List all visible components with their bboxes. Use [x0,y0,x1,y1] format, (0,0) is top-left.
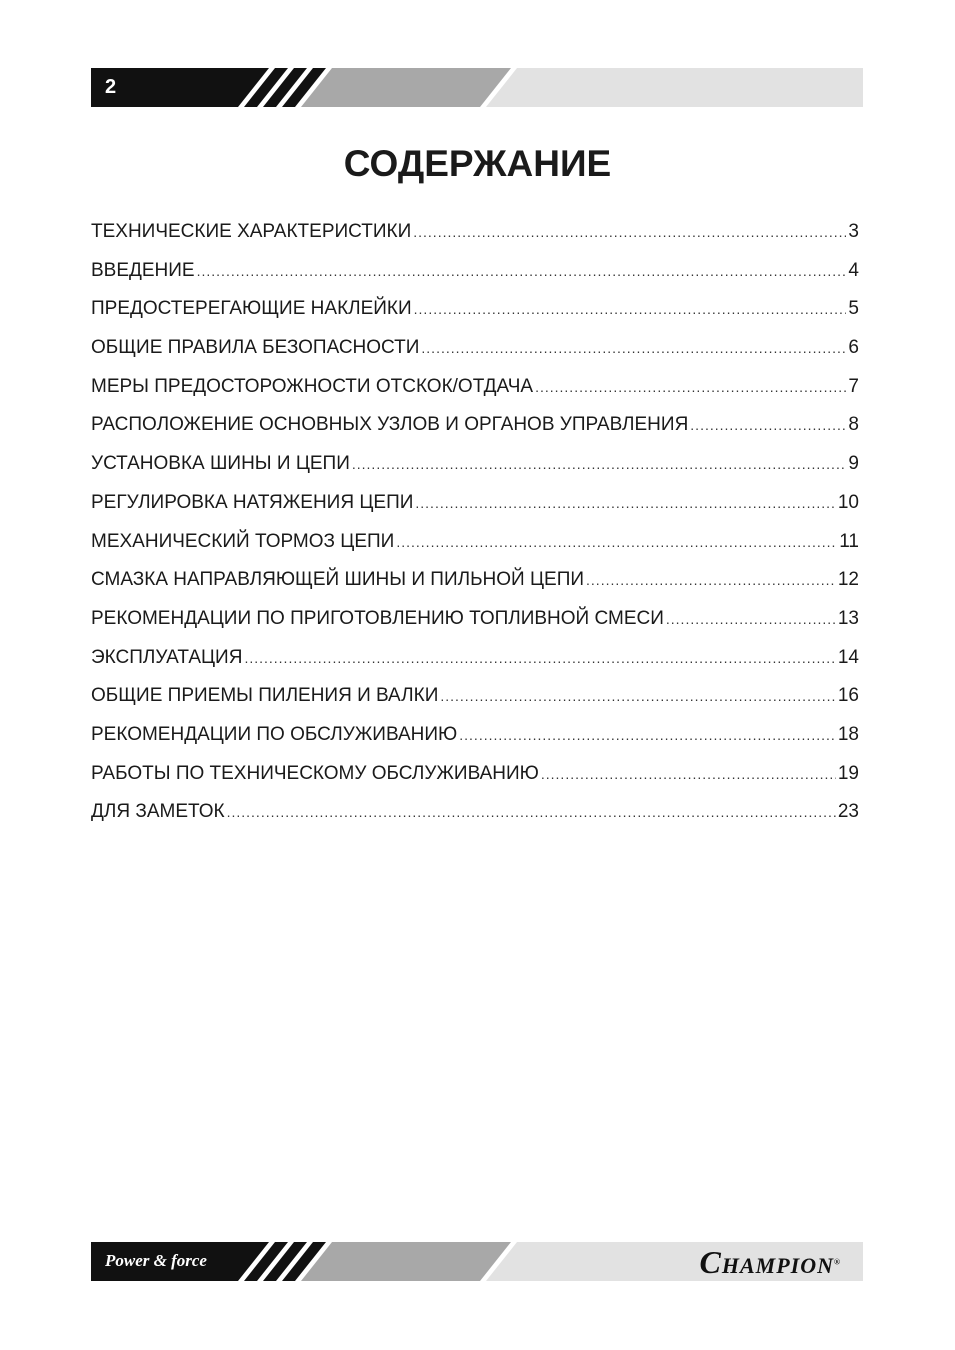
toc-entry-title: ВВЕДЕНИЕ [91,259,195,281]
toc-entry-page: 6 [848,337,859,359]
toc-entry-title: РЕКОМЕНДАЦИИ ПО ОБСЛУЖИВАНИЮ [91,723,458,745]
dot-leader [396,529,837,555]
toc-entry-page: 14 [837,646,859,668]
toc-entry-page: 13 [837,607,859,629]
toc-entry-title: СМАЗКА НАПРАВЛЯЮЩЕЙ ШИНЫ И ПИЛЬНОЙ ЦЕПИ [91,569,585,591]
toc-entry-page: 12 [837,569,859,591]
logo-rest: HAMPION [721,1253,835,1278]
dot-leader [414,296,847,322]
toc-entry-title: ДЛЯ ЗАМЕТОК [91,801,225,823]
page-title: СОДЕРЖАНИЕ [343,143,612,184]
toc-entry-page: 8 [848,414,859,436]
toc-entry [91,374,859,413]
dot-leader [413,219,846,245]
toc-entry [91,722,859,761]
toc-entry [91,645,859,684]
toc-entry-page: 7 [848,375,859,397]
toc-entry [91,490,859,529]
dot-leader [586,567,836,593]
toc-entry [91,219,859,258]
toc-entry [91,567,859,606]
toc-entry-page: 9 [848,453,859,475]
toc-entry-title: МЕХАНИЧЕСКИЙ ТОРМОЗ ЦЕПИ [91,530,395,552]
toc-entry [91,451,859,490]
trademark-icon: ® [834,1257,841,1267]
dot-leader [690,412,846,438]
toc-entry [91,683,859,722]
toc-entry-title: ОБЩИЕ ПРИЕМЫ ПИЛЕНИЯ И ВАЛКИ [91,685,439,707]
dot-leader [440,683,836,709]
toc-entry-title: УСТАНОВКА ШИНЫ И ЦЕПИ [91,453,350,475]
dot-leader [197,258,847,284]
footer-band [91,1242,863,1281]
page-number: 2 [105,76,117,98]
dot-leader [535,374,846,400]
header-band [91,68,863,107]
toc-entry [91,335,859,374]
toc-entry-title: ТЕХНИЧЕСКИЕ ХАРАКТЕРИСТИКИ [91,221,412,242]
toc-entry [91,761,859,800]
dot-leader [421,335,846,361]
toc-entry [91,296,859,335]
slogan-text: Power & force [105,1251,207,1270]
toc-entry [91,799,859,838]
toc-entry-title: РЕКОМЕНДАЦИИ ПО ПРИГОТОВЛЕНИЮ ТОПЛИВНОЙ СМЕСИ [91,607,664,629]
dot-leader [459,722,836,748]
toc-entry-title: РЕГУЛИРОВКА НАТЯЖЕНИЯ ЦЕПИ [91,491,414,513]
dot-leader [666,606,836,632]
dot-leader [541,761,836,787]
toc-entry [91,258,859,297]
toc-entry-page: 5 [848,298,859,320]
toc-entry-title: МЕРЫ ПРЕДОСТОРОЖНОСТИ ОТСКОК/ОТДАЧА [91,375,534,397]
header-stripes-graphic [91,68,863,107]
toc-entry-title: ЭКСПЛУАТАЦИЯ [91,646,243,668]
logo-initial: C [699,1244,722,1280]
table-of-contents [91,219,859,838]
toc-entry-page: 10 [837,491,859,513]
dot-leader [352,451,847,477]
toc-entry-title: ОБЩИЕ ПРАВИЛА БЕЗОПАСНОСТИ [91,337,420,359]
toc-entry-page: 11 [839,530,859,552]
toc-entry-page: 18 [837,723,859,745]
toc-entry-page: 19 [837,762,859,784]
toc-entry [91,529,859,568]
dot-leader [227,799,836,825]
champion-logo [700,1245,841,1283]
toc-entry-title: РАБОТЫ ПО ТЕХНИЧЕСКОМУ ОБСЛУЖИВАНИЮ [91,762,539,784]
toc-entry [91,412,859,451]
toc-entry-title: ПРЕДОСТЕРЕГАЮЩИЕ НАКЛЕЙКИ [91,298,412,320]
dot-leader [244,645,835,671]
toc-entry [91,606,859,645]
toc-entry-page: 4 [848,259,859,281]
toc-entry-page: 16 [837,685,859,707]
toc-entry-page: 23 [837,801,859,823]
dot-leader [415,490,835,516]
toc-entry-page: 3 [848,221,859,242]
toc-entry-title: РАСПОЛОЖЕНИЕ ОСНОВНЫХ УЗЛОВ И ОРГАНОВ УПРАВЛЕНИЯ [91,414,689,436]
